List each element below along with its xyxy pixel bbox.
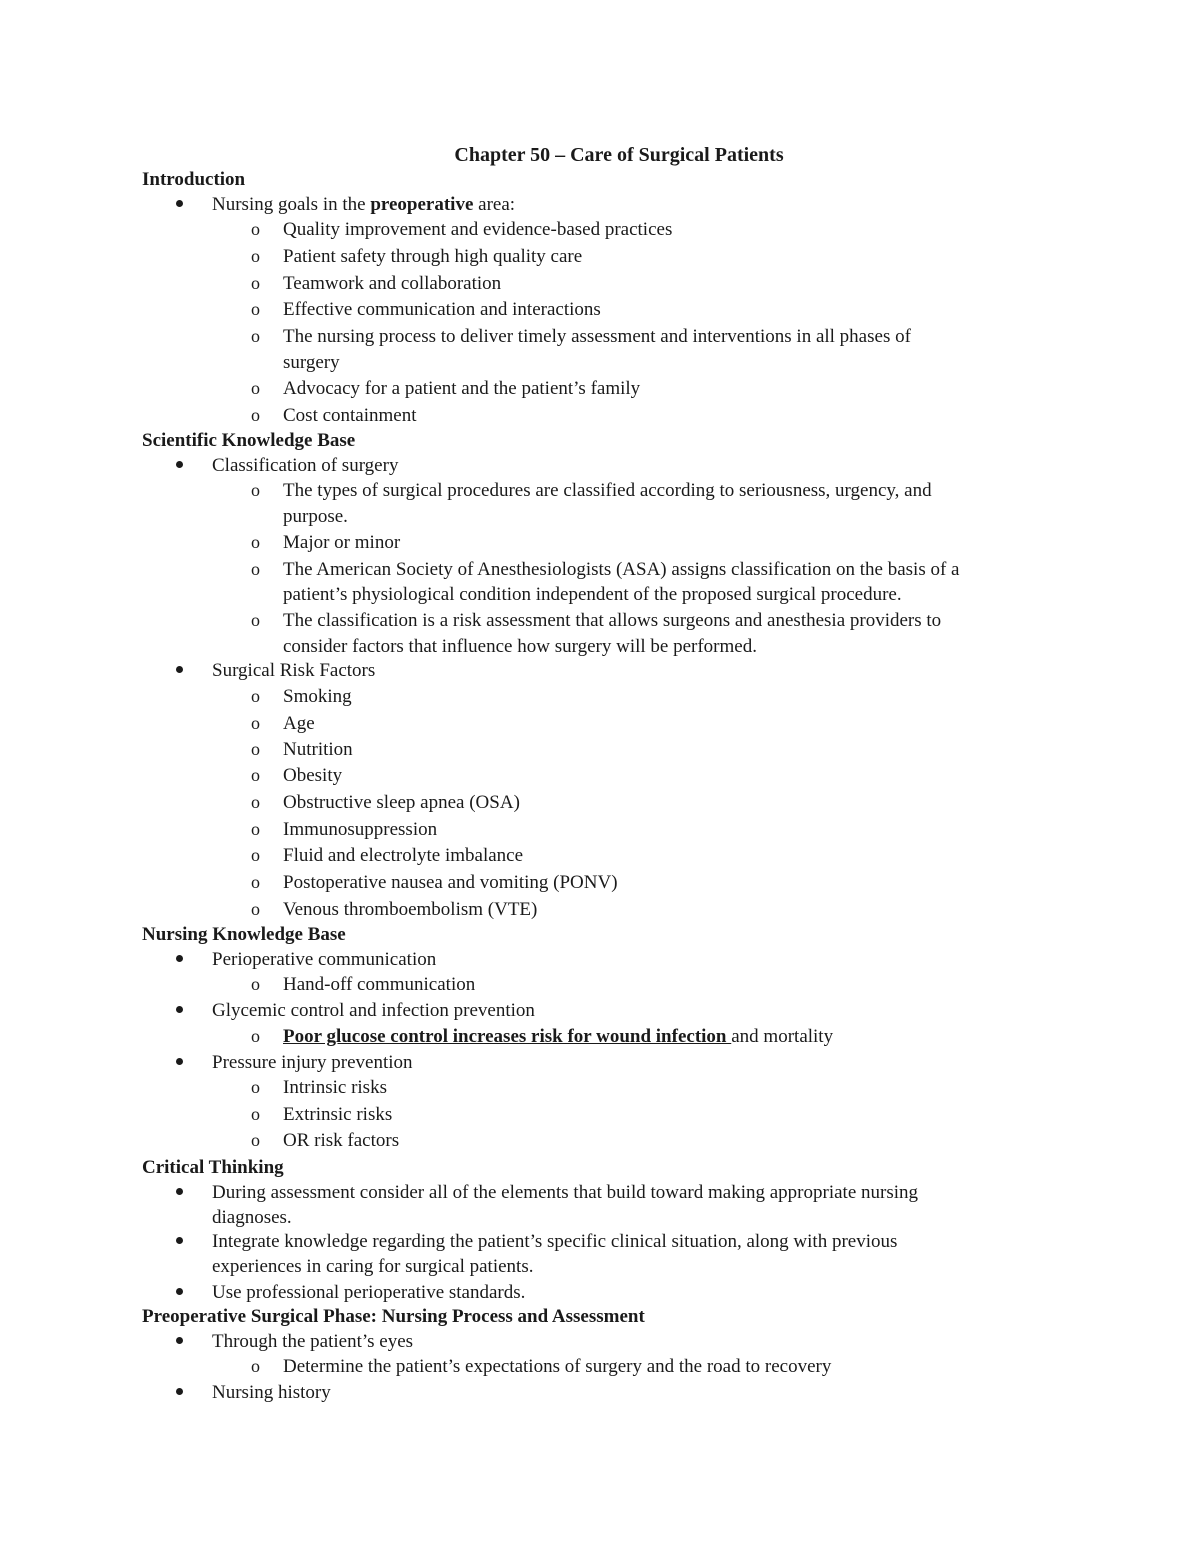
- glucose-emphasis: Poor glucose control increases risk for wound infection: [283, 1026, 732, 1047]
- bullet-circle: o: [251, 610, 260, 630]
- bullet-circle: o: [251, 765, 260, 785]
- bullet-circle: o: [251, 1104, 260, 1124]
- risk-factor-item: Age: [283, 713, 315, 734]
- bullet-circle: o: [251, 1026, 260, 1046]
- bullet-dot: [176, 461, 183, 468]
- bullet-circle: o: [251, 219, 260, 239]
- bullet-circle: o: [251, 792, 260, 812]
- bullet-dot: [176, 1337, 183, 1344]
- ct-item: Use professional perioperative standards.: [212, 1282, 526, 1303]
- ct-item-continued: experiences in caring for surgical patients.: [212, 1256, 534, 1277]
- bullet-circle: o: [251, 845, 260, 865]
- risk-factor-item: Smoking: [283, 686, 352, 707]
- section-heading-nursing-knowledge: Nursing Knowledge Base: [142, 924, 346, 945]
- pre-patient-eyes: Through the patient’s eyes: [212, 1331, 414, 1352]
- sci-risk-factors: Surgical Risk Factors: [212, 660, 376, 681]
- intro-goals-line: [212, 192, 515, 217]
- bullet-circle: o: [251, 872, 260, 892]
- risk-factor-item: Nutrition: [283, 739, 353, 760]
- intro-goals-pre: Nursing goals in the: [212, 194, 371, 215]
- section-heading-critical-thinking: Critical Thinking: [142, 1157, 284, 1178]
- intro-item: Cost containment: [283, 405, 417, 426]
- pressure-item: Intrinsic risks: [283, 1077, 387, 1098]
- nkb-pressure-injury: Pressure injury prevention: [212, 1052, 413, 1073]
- page-title: Chapter 50 – Care of Surgical Patients: [454, 144, 784, 166]
- section-heading-introduction: Introduction: [142, 169, 246, 190]
- bullet-dot: [176, 200, 183, 207]
- pressure-item: OR risk factors: [283, 1130, 400, 1151]
- bullet-circle: o: [251, 405, 260, 425]
- glucose-rest: and mortality: [731, 1026, 834, 1047]
- pressure-item: Extrinsic risks: [283, 1104, 393, 1125]
- bullet-dot: [176, 1288, 183, 1295]
- bullet-circle: o: [251, 686, 260, 706]
- nkb-glycemic: Glycemic control and infection prevention: [212, 1000, 535, 1021]
- bullet-circle: o: [251, 559, 260, 579]
- intro-item: Patient safety through high quality care: [283, 246, 583, 267]
- bullet-dot: [176, 666, 183, 673]
- section-heading-scientific: Scientific Knowledge Base: [142, 430, 356, 451]
- bullet-circle: o: [251, 326, 260, 346]
- bullet-dot: [176, 1058, 183, 1065]
- risk-factor-item: Obesity: [283, 765, 343, 786]
- risk-factor-item: Immunosuppression: [283, 819, 438, 840]
- sci-class-item: Major or minor: [283, 532, 401, 553]
- bullet-circle: o: [251, 246, 260, 266]
- ct-item: During assessment consider all of the elements that build toward making appropriate nursing: [212, 1182, 918, 1203]
- bullet-dot: [176, 1237, 183, 1244]
- bullet-dot: [176, 1188, 183, 1195]
- bullet-circle: o: [251, 299, 260, 319]
- bullet-circle: o: [251, 739, 260, 759]
- intro-goals-post: area:: [473, 194, 516, 215]
- risk-factor-item: Venous thromboembolism (VTE): [283, 899, 538, 920]
- section-heading-preoperative: Preoperative Surgical Phase: Nursing Process and Assessment: [142, 1306, 645, 1327]
- sci-class-item-continued: consider factors that influence how surgery will be performed.: [283, 636, 757, 657]
- intro-item: The nursing process to deliver timely assessment and interventions in all phases of: [283, 326, 911, 347]
- sci-class-item: The types of surgical procedures are classified according to seriousness, urgency, and: [283, 480, 932, 501]
- risk-factor-item: Fluid and electrolyte imbalance: [283, 845, 524, 866]
- bullet-circle: o: [251, 1130, 260, 1150]
- bullet-circle: o: [251, 899, 260, 919]
- nkb-glucose-line: [283, 1024, 833, 1049]
- ct-item-continued: diagnoses.: [212, 1207, 292, 1228]
- sci-classification: Classification of surgery: [212, 455, 399, 476]
- intro-item-continued: surgery: [283, 352, 340, 373]
- intro-item: Effective communication and interactions: [283, 299, 601, 320]
- bullet-dot: [176, 1006, 183, 1013]
- bullet-circle: o: [251, 273, 260, 293]
- risk-factor-item: Obstructive sleep apnea (OSA): [283, 792, 520, 813]
- bullet-circle: o: [251, 532, 260, 552]
- pre-nursing-history: Nursing history: [212, 1382, 331, 1403]
- bullet-circle: o: [251, 1356, 260, 1376]
- nkb-handoff: Hand-off communication: [283, 974, 476, 995]
- intro-item: Advocacy for a patient and the patient’s family: [283, 378, 641, 399]
- sci-class-item: The American Society of Anesthesiologists (ASA) assigns classification on the basis of a: [283, 559, 960, 580]
- bullet-dot: [176, 955, 183, 962]
- intro-goals-bold: preoperative: [370, 194, 474, 215]
- sci-class-item-continued: patient’s physiological condition independent of the proposed surgical procedure.: [283, 584, 902, 605]
- pre-expectations: Determine the patient’s expectations of surgery and the road to recovery: [283, 1356, 832, 1377]
- risk-factor-item: Postoperative nausea and vomiting (PONV): [283, 872, 618, 893]
- sci-class-item-continued: purpose.: [283, 506, 348, 527]
- bullet-circle: o: [251, 378, 260, 398]
- bullet-circle: o: [251, 713, 260, 733]
- sci-class-item: The classification is a risk assessment that allows surgeons and anesthesia providers to: [283, 610, 942, 631]
- bullet-dot: [176, 1388, 183, 1395]
- bullet-circle: o: [251, 819, 260, 839]
- ct-item: Integrate knowledge regarding the patient’s specific clinical situation, along with previous: [212, 1231, 898, 1252]
- intro-item: Teamwork and collaboration: [283, 273, 502, 294]
- intro-item: Quality improvement and evidence-based practices: [283, 219, 673, 240]
- bullet-circle: o: [251, 480, 260, 500]
- bullet-circle: o: [251, 974, 260, 994]
- nkb-perioperative: Perioperative communication: [212, 949, 437, 970]
- bullet-circle: o: [251, 1077, 260, 1097]
